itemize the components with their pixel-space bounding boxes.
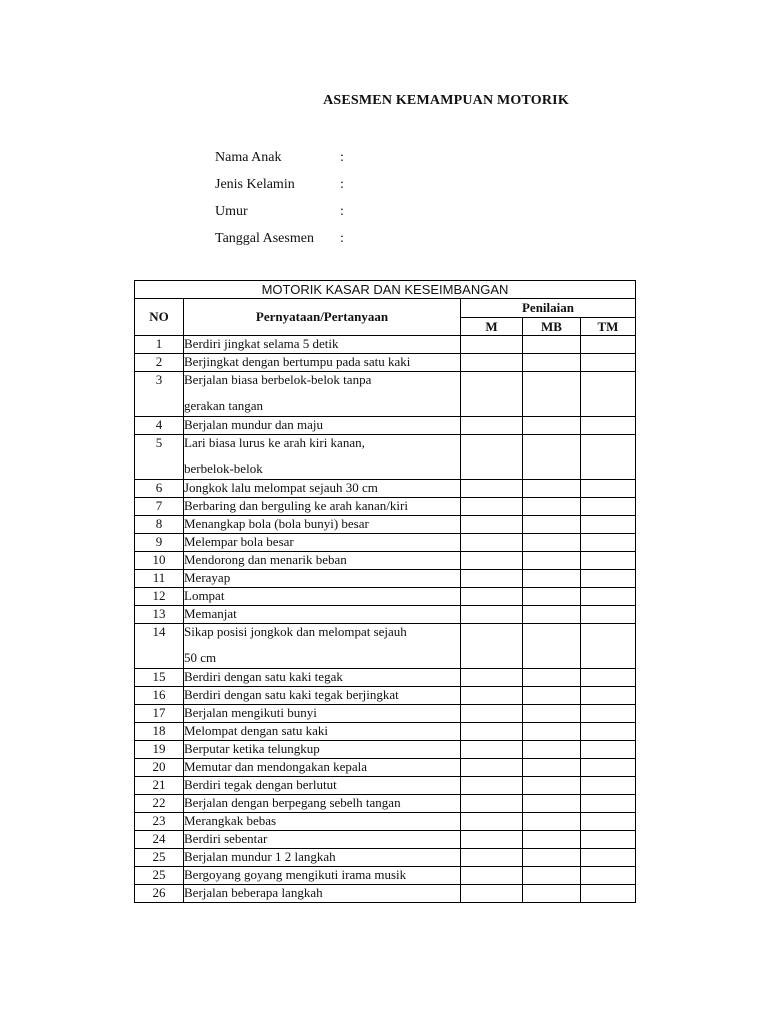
row-number: 19 [135, 741, 184, 759]
statement-text: Berjalan dengan berpegang sebelh tangan [184, 795, 401, 810]
info-colon: : [340, 230, 344, 246]
rating-cell-m[interactable] [461, 354, 523, 372]
row-number: 22 [135, 795, 184, 813]
row-statement [184, 795, 461, 813]
statement-text: Memutar dan mendongakan kepala [184, 759, 368, 774]
rating-cell-tm[interactable] [581, 606, 636, 624]
rating-cell-m[interactable] [461, 534, 523, 552]
rating-header-m: M [461, 318, 523, 336]
column-header-rating: Penilaian [461, 299, 636, 318]
rating-cell-m[interactable] [461, 687, 523, 705]
rating-cell-m[interactable] [461, 417, 523, 435]
rating-cell-mb[interactable] [523, 795, 581, 813]
rating-cell-tm[interactable] [581, 813, 636, 831]
table-row [135, 552, 636, 570]
row-number: 1 [135, 336, 184, 354]
motor-assessment-table [134, 280, 636, 903]
statement-text: Bergoyang goyang mengikuti irama musik [184, 867, 407, 882]
info-row [215, 198, 352, 225]
rating-cell-mb[interactable] [523, 606, 581, 624]
row-number: 11 [135, 570, 184, 588]
statement-text: Merayap [184, 570, 231, 585]
statement-text: Menangkap bola (bola bunyi) besar [184, 516, 369, 531]
table-row [135, 354, 636, 372]
statement-text-continued: berbelok-belok [184, 461, 263, 476]
rating-cell-m[interactable] [461, 759, 523, 777]
row-statement [184, 606, 461, 624]
rating-cell-tm[interactable] [581, 552, 636, 570]
row-statement [184, 354, 461, 372]
rating-cell-m[interactable] [461, 372, 523, 417]
row-statement [184, 480, 461, 498]
statement-text: Mendorong dan menarik beban [184, 552, 347, 567]
table-row [135, 687, 636, 705]
rating-cell-m[interactable] [461, 831, 523, 849]
row-statement [184, 417, 461, 435]
rating-cell-m[interactable] [461, 588, 523, 606]
rating-cell-mb[interactable] [523, 480, 581, 498]
rating-cell-m[interactable] [461, 849, 523, 867]
rating-cell-mb[interactable] [523, 867, 581, 885]
table-row [135, 759, 636, 777]
row-number: 24 [135, 831, 184, 849]
row-statement [184, 759, 461, 777]
table-row [135, 570, 636, 588]
row-number: 17 [135, 705, 184, 723]
child-info-block [215, 144, 352, 252]
rating-cell-mb[interactable] [523, 354, 581, 372]
info-row [215, 225, 352, 252]
rating-header-mb: MB [523, 318, 581, 336]
rating-cell-mb[interactable] [523, 705, 581, 723]
table-row [135, 669, 636, 687]
rating-cell-mb[interactable] [523, 336, 581, 354]
rating-cell-mb[interactable] [523, 372, 581, 417]
info-label: Umur [215, 203, 248, 219]
row-number: 20 [135, 759, 184, 777]
info-row [215, 144, 352, 171]
rating-cell-m[interactable] [461, 624, 523, 669]
rating-cell-tm[interactable] [581, 795, 636, 813]
rating-cell-mb[interactable] [523, 687, 581, 705]
row-statement [184, 552, 461, 570]
table-row [135, 624, 636, 669]
info-label: Nama Anak [215, 149, 282, 165]
rating-header-tm: TM [581, 318, 636, 336]
row-number: 21 [135, 777, 184, 795]
rating-cell-m[interactable] [461, 741, 523, 759]
rating-cell-mb[interactable] [523, 831, 581, 849]
row-statement [184, 741, 461, 759]
statement-text: Berdiri sebentar [184, 831, 268, 846]
rating-cell-mb[interactable] [523, 759, 581, 777]
row-statement [184, 570, 461, 588]
statement-text: Berbaring dan berguling ke arah kanan/kiri [184, 498, 408, 513]
rating-cell-mb[interactable] [523, 552, 581, 570]
row-statement [184, 813, 461, 831]
rating-cell-tm[interactable] [581, 372, 636, 417]
rating-cell-tm[interactable] [581, 867, 636, 885]
table-row [135, 480, 636, 498]
row-number: 9 [135, 534, 184, 552]
rating-cell-tm[interactable] [581, 669, 636, 687]
row-statement [184, 831, 461, 849]
info-label: Tanggal Asesmen [215, 230, 314, 246]
rating-cell-tm[interactable] [581, 885, 636, 903]
rating-cell-tm[interactable] [581, 705, 636, 723]
table-row [135, 498, 636, 516]
row-number: 8 [135, 516, 184, 534]
rating-cell-mb[interactable] [523, 777, 581, 795]
rating-cell-tm[interactable] [581, 570, 636, 588]
rating-cell-mb[interactable] [523, 669, 581, 687]
row-statement [184, 624, 461, 669]
rating-cell-m[interactable] [461, 723, 523, 741]
info-colon: : [340, 203, 344, 219]
row-statement [184, 372, 461, 417]
row-statement [184, 516, 461, 534]
rating-cell-tm[interactable] [581, 480, 636, 498]
rating-cell-m[interactable] [461, 606, 523, 624]
info-colon: : [340, 176, 344, 192]
rating-cell-mb[interactable] [523, 435, 581, 480]
table-row [135, 534, 636, 552]
row-number: 14 [135, 624, 184, 669]
rating-cell-tm[interactable] [581, 849, 636, 867]
rating-cell-tm[interactable] [581, 417, 636, 435]
row-statement [184, 435, 461, 480]
rating-cell-m[interactable] [461, 777, 523, 795]
statement-text: Berdiri jingkat selama 5 detik [184, 336, 339, 351]
rating-cell-m[interactable] [461, 480, 523, 498]
row-statement [184, 669, 461, 687]
rating-cell-tm[interactable] [581, 516, 636, 534]
column-header-question: Pernyataan/Pertanyaan [184, 299, 461, 336]
row-number: 2 [135, 354, 184, 372]
row-statement [184, 588, 461, 606]
rating-cell-mb[interactable] [523, 741, 581, 759]
row-statement [184, 777, 461, 795]
table-row [135, 372, 636, 417]
rating-cell-mb[interactable] [523, 624, 581, 669]
row-number: 10 [135, 552, 184, 570]
row-number: 6 [135, 480, 184, 498]
statement-text: Berdiri dengan satu kaki tegak [184, 669, 343, 684]
table-row [135, 516, 636, 534]
info-row [215, 171, 352, 198]
row-number: 18 [135, 723, 184, 741]
rating-cell-mb[interactable] [523, 813, 581, 831]
row-statement [184, 849, 461, 867]
row-number: 23 [135, 813, 184, 831]
statement-text: Berjalan biasa berbelok-belok tanpa [184, 372, 372, 387]
statement-text: Lari biasa lurus ke arah kiri kanan, [184, 435, 365, 450]
column-header-no: NO [135, 299, 184, 336]
rating-cell-tm[interactable] [581, 741, 636, 759]
statement-text: Melempar bola besar [184, 534, 294, 549]
rating-cell-mb[interactable] [523, 534, 581, 552]
rating-cell-tm[interactable] [581, 777, 636, 795]
rating-cell-tm[interactable] [581, 435, 636, 480]
row-number: 3 [135, 372, 184, 417]
table-row [135, 588, 636, 606]
statement-text: Berjalan mundur 1 2 langkah [184, 849, 336, 864]
row-statement [184, 687, 461, 705]
table-row [135, 885, 636, 903]
section-title: MOTORIK KASAR DAN KESEIMBANGAN [135, 281, 636, 299]
rating-cell-mb[interactable] [523, 849, 581, 867]
rating-cell-tm[interactable] [581, 534, 636, 552]
statement-text: Melompat dengan satu kaki [184, 723, 329, 738]
row-statement [184, 885, 461, 903]
rating-cell-tm[interactable] [581, 498, 636, 516]
statement-text: Berjalan beberapa langkah [184, 885, 323, 900]
table-row [135, 606, 636, 624]
row-statement [184, 867, 461, 885]
rating-cell-tm[interactable] [581, 624, 636, 669]
rating-cell-m[interactable] [461, 552, 523, 570]
rating-cell-m[interactable] [461, 867, 523, 885]
table-row [135, 795, 636, 813]
rating-cell-mb[interactable] [523, 723, 581, 741]
statement-text: Berjingkat dengan bertumpu pada satu kaki [184, 354, 411, 369]
rating-cell-mb[interactable] [523, 570, 581, 588]
table-row [135, 417, 636, 435]
row-number: 13 [135, 606, 184, 624]
statement-text: Berjalan mundur dan maju [184, 417, 323, 432]
rating-cell-mb[interactable] [523, 516, 581, 534]
row-number: 4 [135, 417, 184, 435]
statement-text: Berputar ketika telungkup [184, 741, 320, 756]
row-statement [184, 336, 461, 354]
statement-text-continued: 50 cm [184, 650, 217, 665]
statement-text-continued: gerakan tangan [184, 398, 264, 413]
info-label: Jenis Kelamin [215, 176, 295, 192]
rating-cell-tm[interactable] [581, 831, 636, 849]
rating-cell-tm[interactable] [581, 723, 636, 741]
table-row [135, 777, 636, 795]
row-statement [184, 705, 461, 723]
statement-text: Lompat [184, 588, 225, 603]
statement-text: Jongkok lalu melompat sejauh 30 cm [184, 480, 378, 495]
rating-cell-tm[interactable] [581, 588, 636, 606]
row-number: 25 [135, 867, 184, 885]
table-row [135, 849, 636, 867]
rating-cell-m[interactable] [461, 336, 523, 354]
rating-cell-mb[interactable] [523, 885, 581, 903]
table-row [135, 741, 636, 759]
row-number: 26 [135, 885, 184, 903]
statement-text: Memanjat [184, 606, 237, 621]
rating-cell-tm[interactable] [581, 687, 636, 705]
rating-cell-m[interactable] [461, 795, 523, 813]
row-number: 7 [135, 498, 184, 516]
row-number: 12 [135, 588, 184, 606]
rating-cell-m[interactable] [461, 813, 523, 831]
row-number: 15 [135, 669, 184, 687]
table-row [135, 705, 636, 723]
row-number: 16 [135, 687, 184, 705]
rating-cell-m[interactable] [461, 435, 523, 480]
row-statement [184, 723, 461, 741]
table-row [135, 813, 636, 831]
table-row [135, 831, 636, 849]
statement-text: Berjalan mengikuti bunyi [184, 705, 317, 720]
rating-cell-m[interactable] [461, 516, 523, 534]
page-title: ASESMEN KEMAMPUAN MOTORIK [323, 93, 569, 108]
rating-cell-mb[interactable] [523, 588, 581, 606]
statement-text: Sikap posisi jongkok dan melompat sejauh [184, 624, 407, 639]
table-row [135, 336, 636, 354]
rating-cell-m[interactable] [461, 669, 523, 687]
row-number: 5 [135, 435, 184, 480]
rating-cell-tm[interactable] [581, 759, 636, 777]
rating-cell-mb[interactable] [523, 417, 581, 435]
rating-cell-mb[interactable] [523, 498, 581, 516]
table-row [135, 867, 636, 885]
statement-text: Berdiri dengan satu kaki tegak berjingkat [184, 687, 399, 702]
rating-cell-m[interactable] [461, 705, 523, 723]
row-number: 25 [135, 849, 184, 867]
table-row [135, 723, 636, 741]
rating-cell-m[interactable] [461, 498, 523, 516]
statement-text: Merangkak bebas [184, 813, 277, 828]
rating-cell-tm[interactable] [581, 354, 636, 372]
row-statement [184, 534, 461, 552]
rating-cell-m[interactable] [461, 570, 523, 588]
rating-cell-tm[interactable] [581, 336, 636, 354]
info-colon: : [340, 149, 344, 165]
row-statement [184, 498, 461, 516]
rating-cell-m[interactable] [461, 885, 523, 903]
statement-text: Berdiri tegak dengan berlutut [184, 777, 337, 792]
table-row [135, 435, 636, 480]
